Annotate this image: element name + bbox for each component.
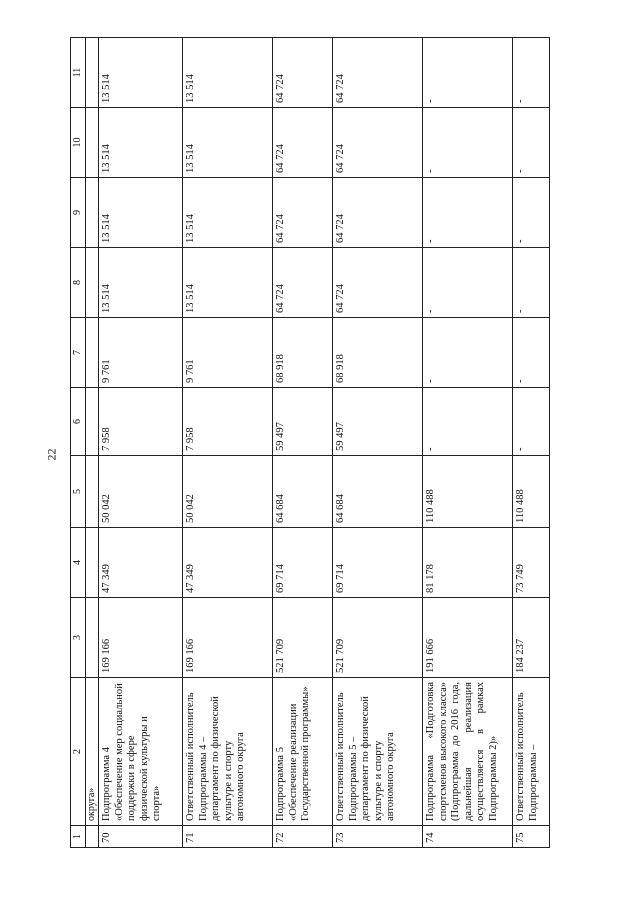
cell-value: 81 178 [423, 528, 513, 598]
cell-value: 69 714 [273, 528, 333, 598]
cell-value: - [423, 388, 513, 456]
cell-value: 68 918 [333, 318, 423, 388]
column-header: 4 [71, 528, 86, 598]
cell-total: 191 666 [423, 598, 513, 678]
cell-value: 110 488 [513, 456, 550, 528]
program-name: Подпрограмма 5 «Обеспечение реализации Государственной программы» [273, 678, 333, 826]
cell-value: 13 514 [99, 248, 183, 318]
cell-value: 64 724 [333, 248, 423, 318]
cell-total: 169 166 [99, 598, 183, 678]
column-header: 8 [71, 248, 86, 318]
column-header: 1 [71, 826, 86, 848]
cell-value: 64 724 [333, 178, 423, 248]
cell-value: 50 042 [99, 456, 183, 528]
program-name: Ответственный исполнитель Подпрограммы 4 – департамент по физической культуре и спорту автономного округа [183, 678, 273, 826]
cell-total: 521 709 [273, 598, 333, 678]
cell-value: 13 514 [99, 108, 183, 178]
column-header: 2 [71, 678, 86, 826]
row-number: 74 [423, 826, 513, 848]
page-number: 22 [44, 448, 59, 461]
table-row [273, 38, 333, 848]
budget-table [70, 37, 550, 848]
cell-value: 13 514 [99, 38, 183, 108]
row-number: 71 [183, 826, 273, 848]
cell-value: 64 724 [333, 108, 423, 178]
cell-value: 59 497 [333, 388, 423, 456]
cell-value: - [423, 38, 513, 108]
cell-value: - [513, 108, 550, 178]
cell-value: 64 684 [273, 456, 333, 528]
cell-value: 9 761 [183, 318, 273, 388]
table-row [99, 38, 183, 848]
cell-value: - [423, 318, 513, 388]
row-number: 72 [273, 826, 333, 848]
cell-value: 50 042 [183, 456, 273, 528]
table-row [513, 38, 550, 848]
cell-value: - [513, 318, 550, 388]
table-row [423, 38, 513, 848]
cell-value: 64 724 [273, 108, 333, 178]
cell-value: 110 488 [423, 456, 513, 528]
cell-value: 13 514 [183, 178, 273, 248]
column-header: 10 [71, 108, 86, 178]
cell-total: 521 709 [333, 598, 423, 678]
cell-value: - [513, 38, 550, 108]
cell-value: 9 761 [99, 318, 183, 388]
cell-value: 47 349 [99, 528, 183, 598]
table-row [333, 38, 423, 848]
column-header: 7 [71, 318, 86, 388]
cell-value: - [423, 248, 513, 318]
cell-value: 7 958 [99, 388, 183, 456]
cell-value: - [513, 178, 550, 248]
cell-total: 184 237 [513, 598, 550, 678]
row-number: 75 [513, 826, 550, 848]
cell-total: 169 166 [183, 598, 273, 678]
cell-value: 64 724 [273, 178, 333, 248]
cell-value: 13 514 [183, 248, 273, 318]
cell-value: 13 514 [183, 38, 273, 108]
cell-value: 7 958 [183, 388, 273, 456]
continuation-text: округа» [86, 678, 99, 826]
cell-value: - [513, 248, 550, 318]
cell-value: 13 514 [99, 178, 183, 248]
cell-value: 64 724 [273, 38, 333, 108]
column-header: 5 [71, 456, 86, 528]
program-name: Ответственный исполнитель Подпрограммы – [513, 678, 550, 826]
cell-value: 64 684 [333, 456, 423, 528]
cell-value: 64 724 [273, 248, 333, 318]
cell-value: 68 918 [273, 318, 333, 388]
cell-value: 69 714 [333, 528, 423, 598]
cell-value: 64 724 [333, 38, 423, 108]
cell-value: 73 749 [513, 528, 550, 598]
cell-value: - [423, 108, 513, 178]
cell-value: 47 349 [183, 528, 273, 598]
column-header: 3 [71, 598, 86, 678]
program-name: Подпрограмма 4 «Обеспечение мер социальной поддержки в сфере физической культуры и спорта» [99, 678, 183, 826]
cell-value: 59 497 [273, 388, 333, 456]
column-header: 6 [71, 388, 86, 456]
program-name: Ответственный исполнитель Подпрограммы 5 – департамент по физической культуре и спорту автономного округа [333, 678, 423, 826]
program-name: Подпрограмма «Подготовка спортсменов высокого класса» (Подпрограмма до 2016 года, дальнейшая реализация осуществляется в рамках Подпрограммы 2)» [423, 678, 513, 826]
continuation-row [86, 38, 99, 848]
column-header: 11 [71, 38, 86, 108]
budget-table-container [70, 38, 550, 848]
cell-value: - [423, 178, 513, 248]
row-number: 73 [333, 826, 423, 848]
table-row [183, 38, 273, 848]
cell-value: - [513, 388, 550, 456]
column-number-row [71, 38, 86, 848]
cell-value: 13 514 [183, 108, 273, 178]
column-header: 9 [71, 178, 86, 248]
row-number: 70 [99, 826, 183, 848]
